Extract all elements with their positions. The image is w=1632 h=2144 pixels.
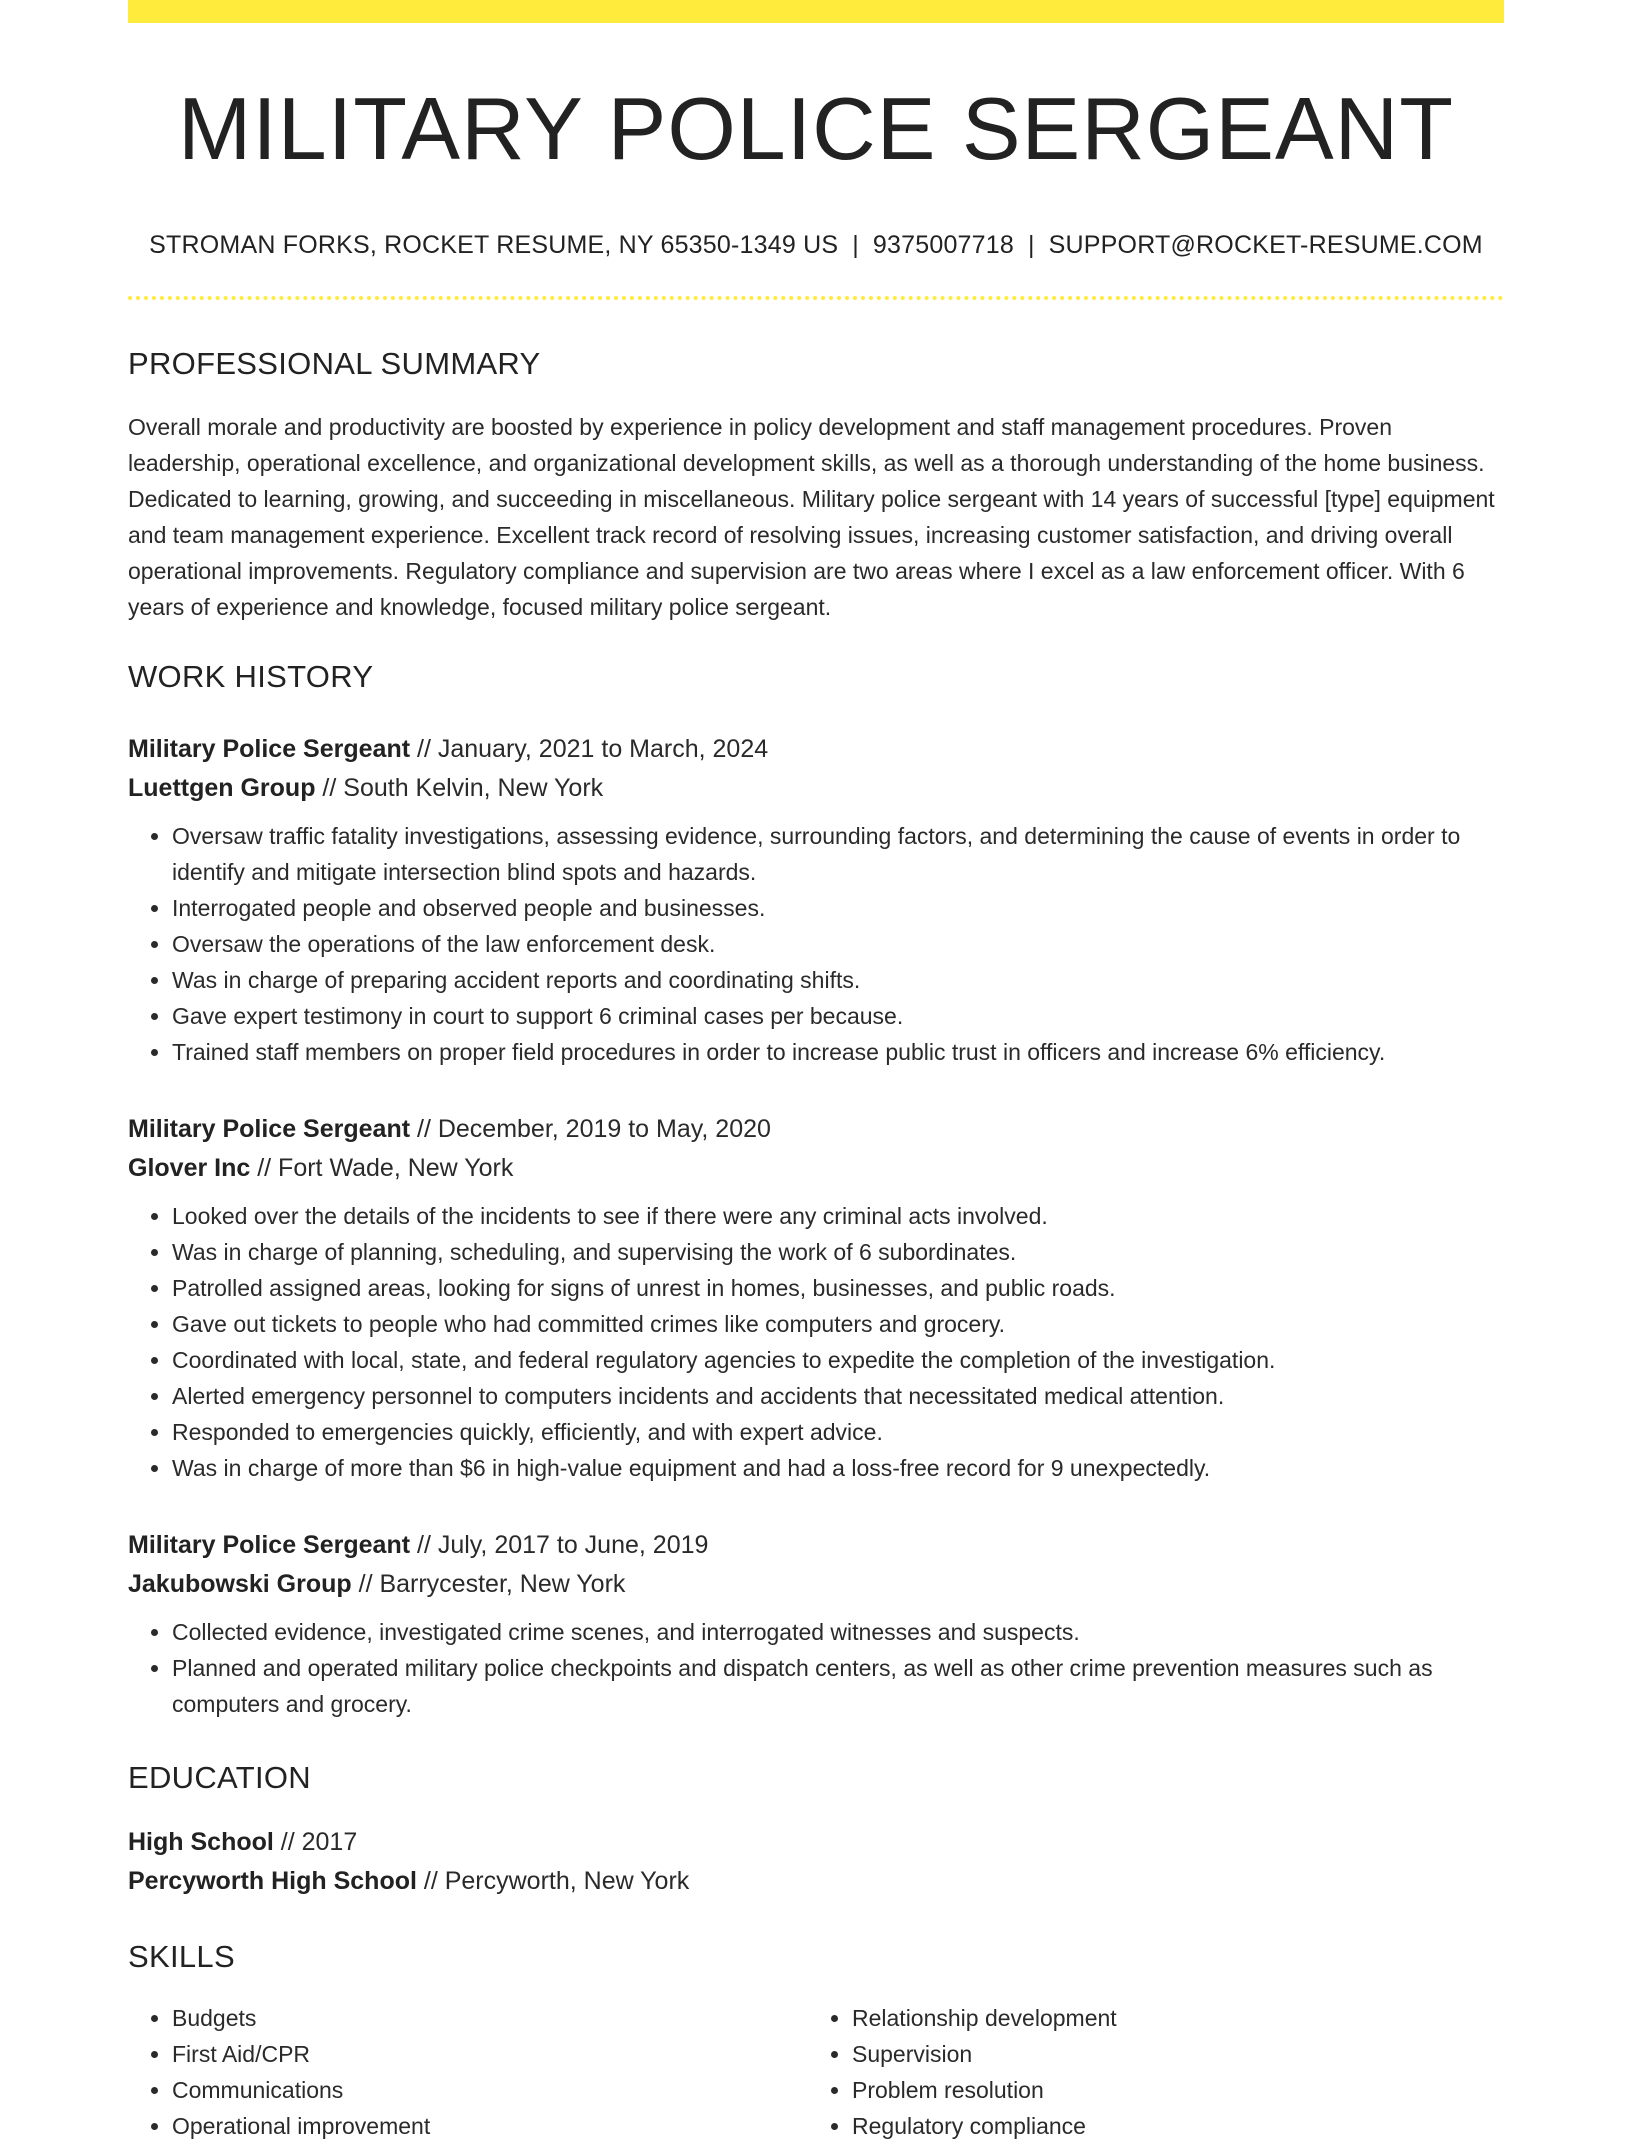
list-item: • Interrogated people and observed people and businesses. [172, 890, 1504, 926]
job-role: Military Police Sergeant [128, 735, 411, 763]
list-item: • Trained staff members on proper field procedures in order to increase public trust in officers and increase 6% efficiency. [172, 1034, 1504, 1070]
job-entry-3 [128, 1526, 1504, 1722]
skills-heading: SKILLS [128, 1939, 235, 1974]
job-company: Luettgen Group [128, 774, 316, 802]
job-company: Glover Inc [128, 1154, 251, 1182]
job-location: // Barrycester, New York [351, 1570, 626, 1598]
job-entry-1 [128, 730, 1504, 1070]
list-item: • Regulatory compliance [852, 2108, 1486, 2144]
top-accent-bar [128, 0, 1504, 23]
list-item: • Communications [172, 2072, 806, 2108]
list-item: • Supervision [852, 2036, 1486, 2072]
list-item: • Responded to emergencies quickly, efficiently, and with expert advice. [172, 1414, 1504, 1450]
job-dates: // July, 2017 to June, 2019 [410, 1531, 709, 1559]
education-heading: EDUCATION [128, 1760, 311, 1795]
dotted-divider [128, 296, 1504, 300]
job-location: // Fort Wade, New York [250, 1154, 514, 1182]
list-item: • Alerted emergency personnel to computers incidents and accidents that necessitated medical attention. [172, 1378, 1504, 1414]
list-item: • Patrolled assigned areas, looking for signs of unrest in homes, businesses, and public roads. [172, 1270, 1504, 1306]
list-item: • Was in charge of planning, scheduling, and supervising the work of 6 subordinates. [172, 1234, 1504, 1270]
education-year: // 2017 [273, 1828, 358, 1856]
job-bullets [128, 1614, 1504, 1722]
list-item: • Coordinated with local, state, and federal regulatory agencies to expedite the completion of the investigation. [172, 1342, 1504, 1378]
contact-separator: | [852, 231, 859, 259]
list-item: • Was in charge of preparing accident reports and coordinating shifts. [172, 962, 1504, 998]
skills-columns [128, 2000, 1504, 2144]
job-role-line [128, 730, 1504, 769]
work-history-heading: WORK HISTORY [128, 659, 374, 694]
contact-phone: 9375007718 [872, 231, 1014, 259]
contact-email: SUPPORT@ROCKET-RESUME.COM [1048, 231, 1483, 259]
skills-right-list [806, 2000, 1486, 2144]
education-entry [128, 1823, 1504, 1901]
education-degree: High School [128, 1828, 274, 1856]
job-role: Military Police Sergeant [128, 1115, 411, 1143]
list-item: • Oversaw the operations of the law enforcement desk. [172, 926, 1504, 962]
job-dates: // December, 2019 to May, 2020 [410, 1115, 771, 1143]
list-item: • Planned and operated military police checkpoints and dispatch centers, as well as other crime prevention measures such as computers and grocery. [172, 1650, 1504, 1722]
list-item: • Problem resolution [852, 2072, 1486, 2108]
education-school-line [128, 1862, 1504, 1901]
job-role-line [128, 1110, 1504, 1149]
resume-page [128, 0, 1504, 2144]
job-company-line [128, 1149, 1504, 1188]
contact-separator: | [1027, 231, 1035, 259]
list-item: • Was in charge of more than $6 in high-value equipment and had a loss-free record for 9 unexpectedly. [172, 1450, 1504, 1486]
job-location: // South Kelvin, New York [315, 774, 604, 802]
job-role: Military Police Sergeant [128, 1531, 411, 1559]
education-degree-line [128, 1823, 1504, 1862]
job-bullets [128, 1198, 1504, 1486]
job-entry-2 [128, 1110, 1504, 1486]
education-location: // Percyworth, New York [416, 1867, 690, 1895]
contact-line [128, 233, 1504, 258]
list-item: • Oversaw traffic fatality investigations, assessing evidence, surrounding factors, and determining the cause of events in order to identify and mitigate intersection blind spots and hazards. [172, 818, 1504, 890]
job-company-line [128, 769, 1504, 808]
education-school: Percyworth High School [128, 1867, 417, 1895]
job-dates: // January, 2021 to March, 2024 [410, 735, 769, 763]
job-company-line [128, 1565, 1504, 1604]
job-bullets [128, 818, 1504, 1070]
list-item: • Operational improvement [172, 2108, 806, 2144]
list-item: • Gave out tickets to people who had committed crimes like computers and grocery. [172, 1306, 1504, 1342]
list-item: • Gave expert testimony in court to support 6 criminal cases per because. [172, 998, 1504, 1034]
skills-left-list [128, 2000, 806, 2144]
job-role-line [128, 1526, 1504, 1565]
summary-heading: PROFESSIONAL SUMMARY [128, 346, 541, 381]
list-item: • Looked over the details of the incidents to see if there were any criminal acts involved. [172, 1198, 1504, 1234]
list-item: • First Aid/CPR [172, 2036, 806, 2072]
list-item: • Budgets [172, 2000, 806, 2036]
contact-address: STROMAN FORKS, ROCKET RESUME, NY 65350-1349 US [149, 231, 839, 259]
job-company: Jakubowski Group [128, 1570, 352, 1598]
summary-text: Overall morale and productivity are boosted by experience in policy development and staff management procedures. Proven leadership, operational excellence, and organizational development skills, as well as a thorough understanding of the home business. Dedicated to learning, growing, and succeeding in miscellaneous. Military police sergeant with 14 years of successful [type] equipment and team management experience. Excellent track record of resolving issues, increasing customer satisfaction, and driving overall operational improvements. Regulatory compliance and supervision are two areas where I excel as a law enforcement officer. With 6 years of experience and knowledge, focused military police sergeant. [128, 414, 1495, 620]
candidate-name: MILITARY POLICE SERGEANT [178, 79, 1454, 178]
list-item: • Collected evidence, investigated crime scenes, and interrogated witnesses and suspects. [172, 1614, 1504, 1650]
list-item: • Relationship development [852, 2000, 1486, 2036]
